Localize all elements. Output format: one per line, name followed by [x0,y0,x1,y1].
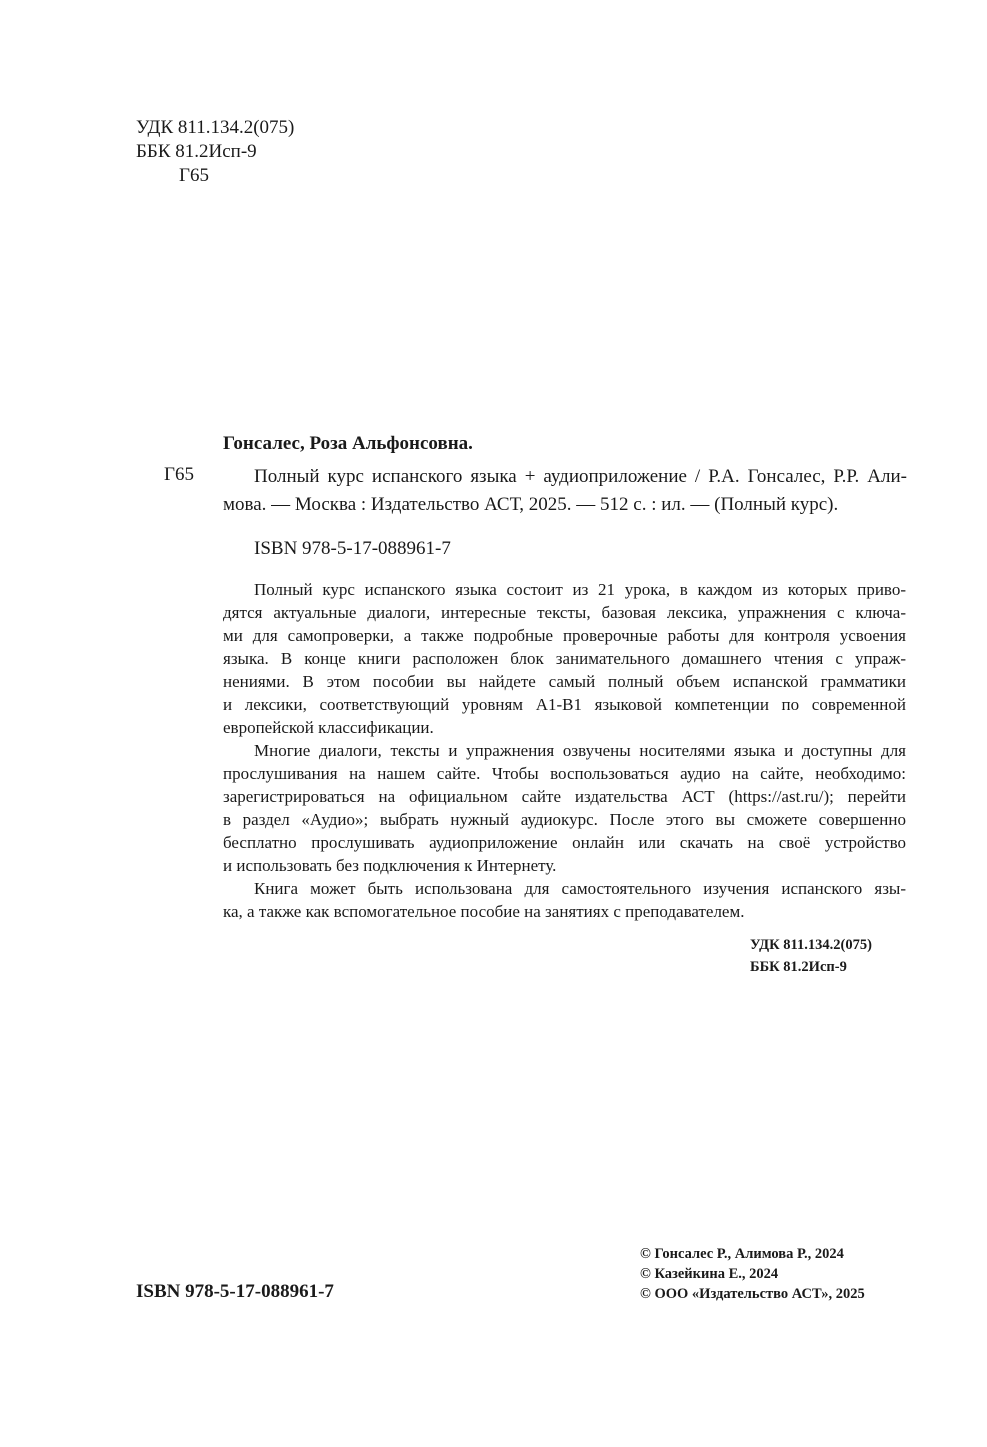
abstract-line: Многие диалоги, тексты и упражнения озвучены носителями языка и доступны для [254,741,906,760]
abstract-line: зарегистрироваться на официальном сайте издательства АСТ (https://ast.ru/); перейти [223,787,906,806]
abstract-line: нениями. В этом пособии вы найдете самый полный объем испанской грамматики [223,672,906,691]
abstract [223,578,906,923]
abstract-paragraph-3 [223,877,906,923]
bib-line: Полный курс испанского языка + аудиоприложение / Р.А. Гонсалес, Р.Р. Али- [254,466,907,487]
classification-codes-top [136,116,294,188]
copyright-block [640,1244,865,1304]
udk-code: УДК 811.134.2(075) [750,937,872,953]
abstract-line: бесплатно прослушивать аудиоприложение онлайн или скачать на своё устройство [223,833,906,852]
udk-code: УДК 811.134.2(075) [136,117,295,138]
bibliographic-description [223,463,907,519]
isbn-bottom: ISBN 978-5-17-088961-7 [136,1281,334,1302]
catalog-index: Г65 [164,464,194,485]
bib-line: мова. — Москва : Издательство АСТ, 2025. — 512 с. : ил. — (Полный курс). [223,494,839,515]
abstract-line: ми для самопроверки, а также подробные проверочные работы для контроля усвоения [223,626,906,645]
author-heading: Гонсалес, Роза Альфонсовна. [223,433,473,454]
abstract-paragraph-1 [223,578,906,739]
abstract-line: прослушивания на нашем сайте. Чтобы воспользоваться аудио на сайте, необходимо: [223,764,906,783]
abstract-line: Книга может быть использована для самостоятельного изучения испанского язы- [254,879,906,898]
abstract-line: Полный курс испанского языка состоит из 21 урока, в каждом из которых приво- [254,580,906,599]
abstract-line: ка, а также как вспомогательное пособие на занятиях с преподавателем. [223,902,745,921]
bbk-code: ББК 81.2Исп-9 [136,141,257,162]
abstract-paragraph-2 [223,739,906,877]
abstract-line: в раздел «Аудио»; выбрать нужный аудиокурс. После этого вы сможете совершенно [223,810,906,829]
abstract-line: и лексики, соответствующий уровням А1-В1 языковой компетенции по современной [223,695,906,714]
bbk-code: ББК 81.2Исп-9 [750,959,847,975]
abstract-line: европейской классификации. [223,718,434,737]
copyright-line: © ООО «Издательство АСТ», 2025 [640,1286,865,1302]
copyright-line: © Казейкина Е., 2024 [640,1266,779,1282]
abstract-line: языка. В конце книги расположен блок занимательного домашнего чтения с упраж- [223,649,906,668]
classification-codes-right [750,934,872,978]
isbn-inline: ISBN 978-5-17-088961-7 [254,538,451,559]
abstract-line: дятся актуальные диалоги, интересные тексты, базовая лексика, упражнения с ключа- [223,603,906,622]
author-mark: Г65 [179,165,209,186]
copyright-line: © Гонсалес Р., Алимова Р., 2024 [640,1246,844,1262]
abstract-line: и использовать без подключения к Интернету. [223,856,557,875]
